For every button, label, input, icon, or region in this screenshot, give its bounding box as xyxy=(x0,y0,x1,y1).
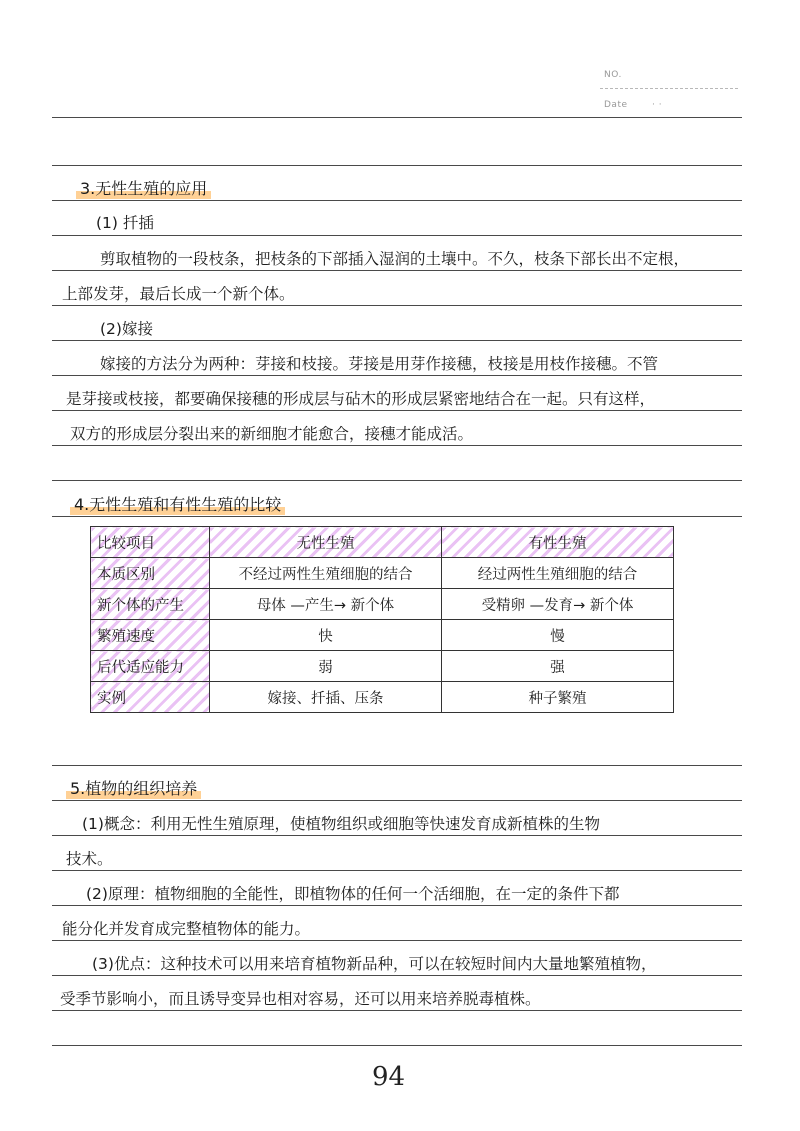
page-number: 94 xyxy=(372,1062,406,1092)
table-cell: 快 xyxy=(210,620,442,651)
section3-title: 3.无性生殖的应用 xyxy=(76,178,211,200)
advantage-line1: (3)优点：这种技术可以用来培育植物新品种，可以在较短时间内大量地繁殖植物， xyxy=(92,955,657,973)
table-row xyxy=(91,682,674,713)
ruled-line xyxy=(52,516,742,517)
grafting-title: (2)嫁接 xyxy=(100,320,153,338)
ruled-line xyxy=(52,1010,742,1011)
table-cell: 慢 xyxy=(442,620,674,651)
ruled-line xyxy=(52,975,742,976)
date-dots: · · xyxy=(652,100,663,110)
ruled-line xyxy=(52,305,742,306)
cutting-title: (1) 扦插 xyxy=(96,214,154,232)
date-label: Date xyxy=(604,100,628,110)
ruled-line xyxy=(52,165,742,166)
table-cell: 经过两性生殖细胞的结合 xyxy=(442,558,674,589)
ruled-line xyxy=(52,117,742,118)
ruled-line xyxy=(52,870,742,871)
table-cell: 母体 —产生→ 新个体 xyxy=(210,589,442,620)
ruled-line xyxy=(52,1045,742,1046)
ruled-line xyxy=(52,765,742,766)
ruled-line xyxy=(52,270,742,271)
table-header-row xyxy=(91,527,674,558)
ruled-line xyxy=(52,375,742,376)
principle-line2: 能分化并发育成完整植物体的能力。 xyxy=(62,920,311,938)
ruled-line xyxy=(52,940,742,941)
no-label: NO. xyxy=(604,70,622,80)
table-cell: 弱 xyxy=(210,651,442,682)
table-row xyxy=(91,589,674,620)
table-cell: 本质区别 xyxy=(91,558,210,589)
ruled-line xyxy=(52,340,742,341)
table-cell: 嫁接、扦插、压条 xyxy=(210,682,442,713)
cutting-text-line1: 剪取植物的一段枝条，把枝条的下部插入湿润的土壤中。不久，枝条下部长出不定根， xyxy=(100,250,690,268)
ruled-line xyxy=(52,835,742,836)
table-header-cell: 无性生殖 xyxy=(210,527,442,558)
table-header-cell: 比较项目 xyxy=(91,527,210,558)
principle-line1: (2)原理：植物细胞的全能性，即植物体的任何一个活细胞，在一定的条件下都 xyxy=(86,885,620,903)
table-cell: 后代适应能力 xyxy=(91,651,210,682)
concept-line1: (1)概念：利用无性生殖原理，使植物组织或细胞等快速发育成新植株的生物 xyxy=(82,815,600,833)
advantage-line2: 受季节影响小，而且诱导变异也相对容易，还可以用来培养脱毒植株。 xyxy=(60,990,541,1008)
concept-line2: 技术。 xyxy=(66,850,113,868)
table-row xyxy=(91,651,674,682)
ruled-line xyxy=(52,480,742,481)
table-cell: 新个体的产生 xyxy=(91,589,210,620)
section4-title: 4.无性生殖和有性生殖的比较 xyxy=(70,494,285,516)
ruled-line xyxy=(52,445,742,446)
table-cell: 实例 xyxy=(91,682,210,713)
ruled-line xyxy=(52,905,742,906)
table-cell: 受精卵 —发育→ 新个体 xyxy=(442,589,674,620)
table-row xyxy=(91,620,674,651)
cutting-text-line2: 上部发芽，最后长成一个新个体。 xyxy=(62,285,295,303)
table-cell: 种子繁殖 xyxy=(442,682,674,713)
ruled-line xyxy=(52,200,742,201)
ruled-line xyxy=(52,235,742,236)
table-header-cell: 有性生殖 xyxy=(442,527,674,558)
table-cell: 繁殖速度 xyxy=(91,620,210,651)
grafting-text-line1: 嫁接的方法分为两种：芽接和枝接。芽接是用芽作接穗，枝接是用枝作接穗。不管 xyxy=(100,355,659,373)
ruled-line xyxy=(52,410,742,411)
table-cell: 不经过两性生殖细胞的结合 xyxy=(210,558,442,589)
section5-title: 5.植物的组织培养 xyxy=(66,778,201,800)
ruled-line xyxy=(52,800,742,801)
table-cell: 强 xyxy=(442,651,674,682)
grafting-text-line2: 是芽接或枝接，都要确保接穗的形成层与砧木的形成层紧密地结合在一起。只有这样， xyxy=(66,390,656,408)
header-dashed-line xyxy=(600,88,738,89)
comparison-table xyxy=(90,526,674,713)
grafting-text-line3: 双方的形成层分裂出来的新细胞才能愈合，接穗才能成活。 xyxy=(70,425,474,443)
table-row xyxy=(91,558,674,589)
